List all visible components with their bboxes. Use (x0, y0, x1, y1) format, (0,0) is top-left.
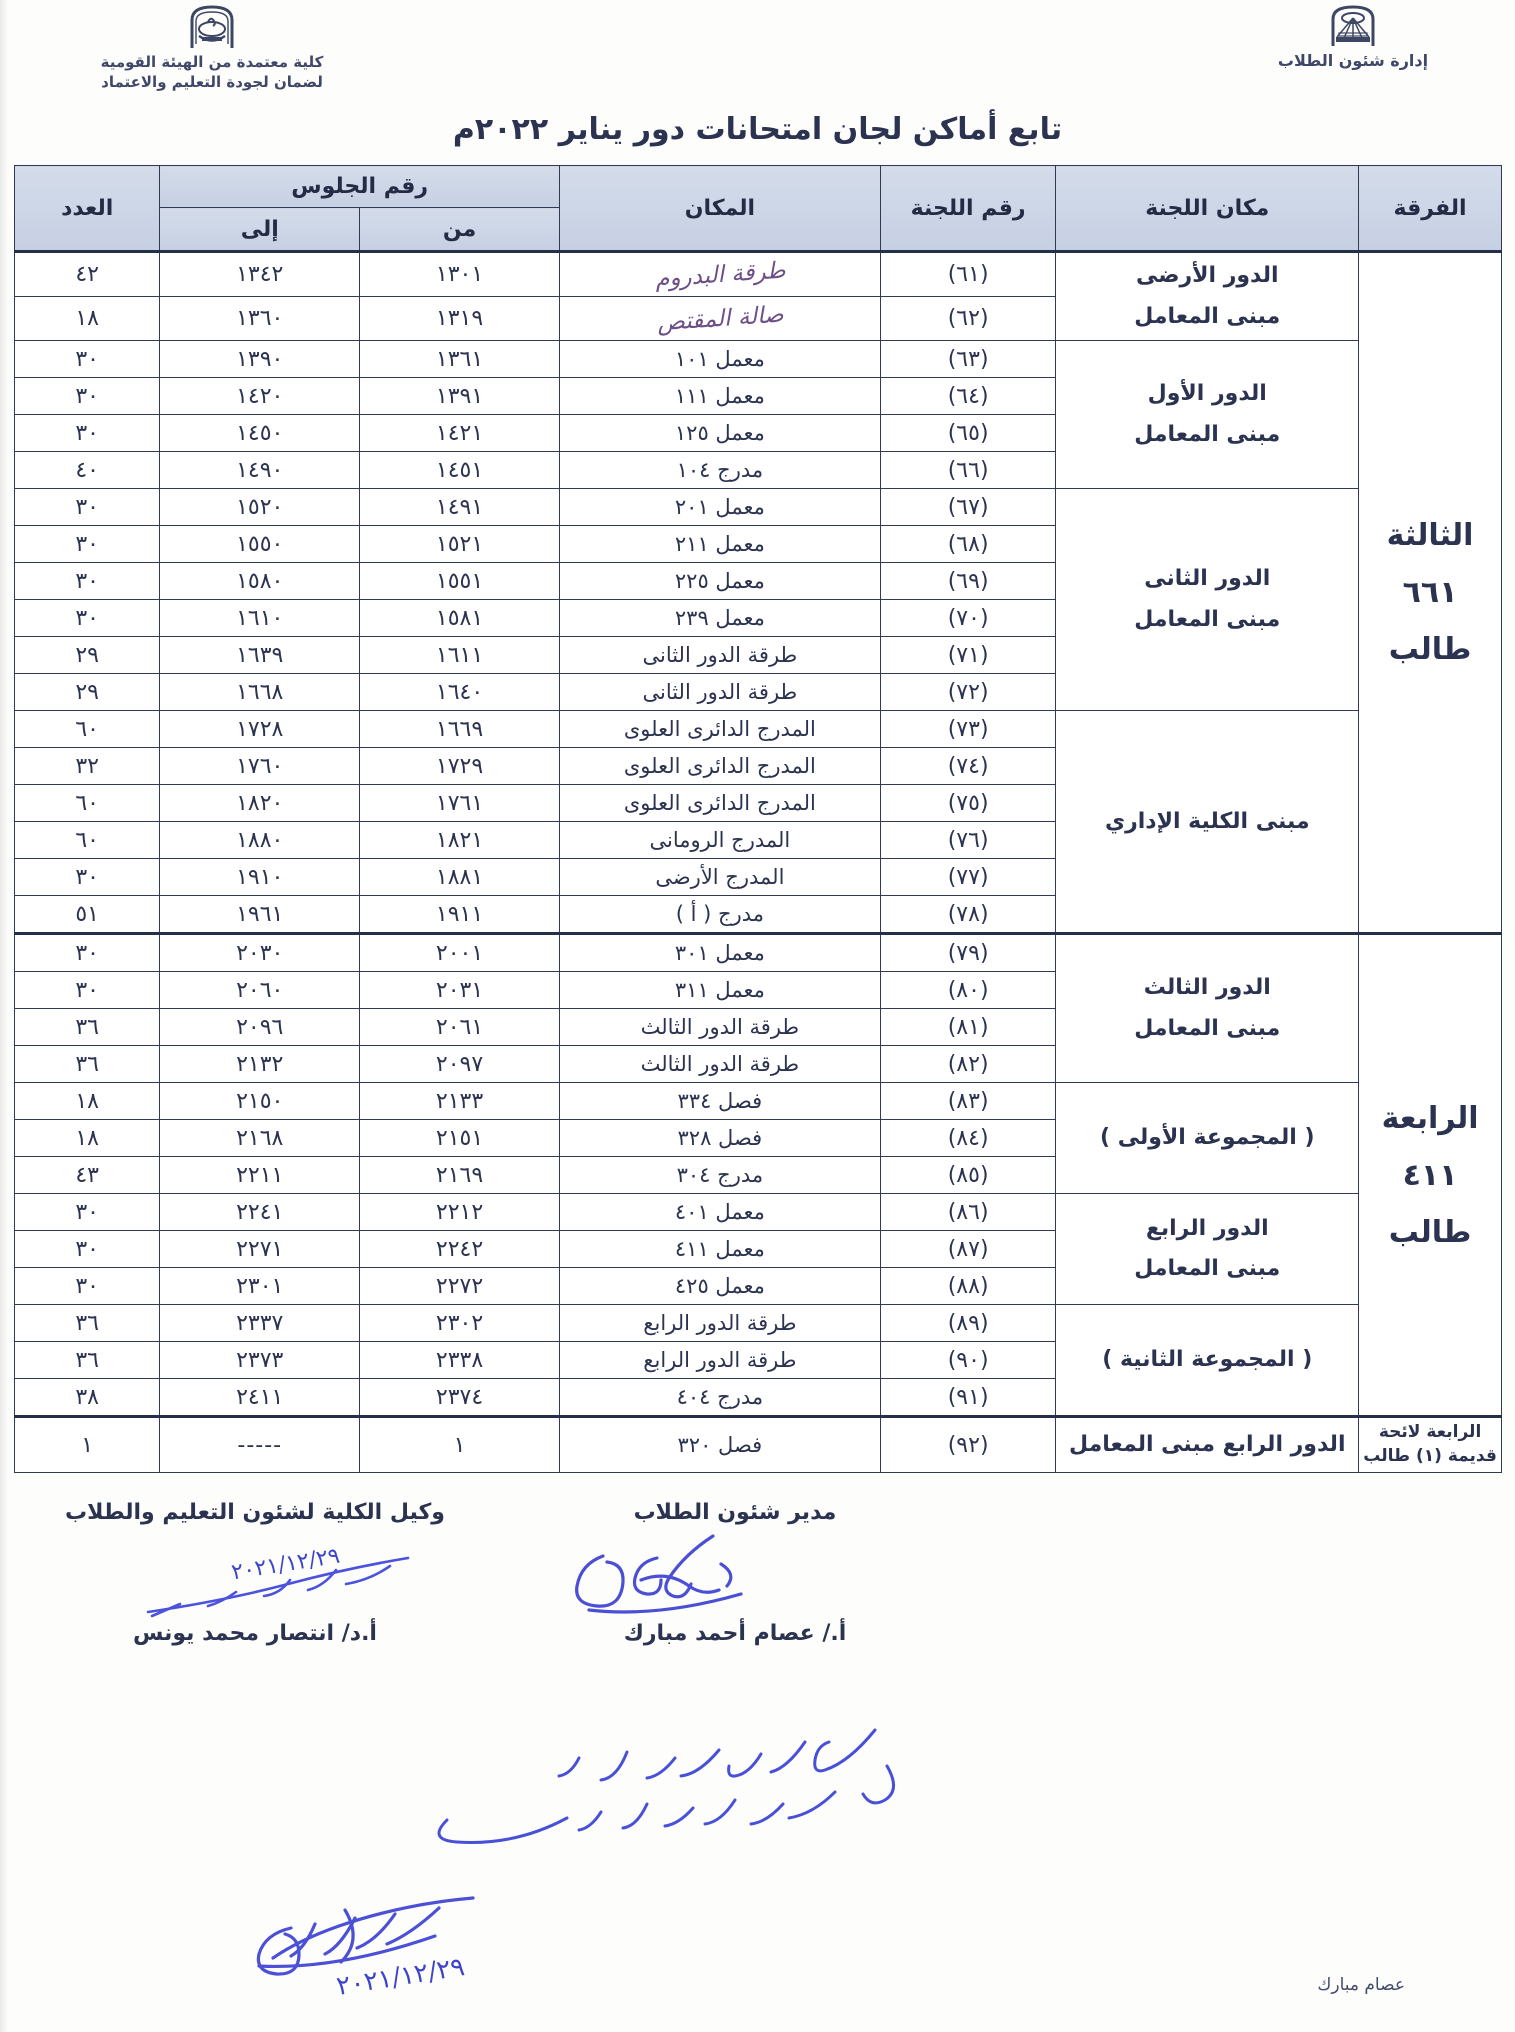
seat-to-cell: ٢٠٦٠ (160, 972, 360, 1009)
count-cell: ٣٦ (15, 1046, 160, 1083)
place-cell: المدرج الأرضى (559, 859, 880, 896)
hall-place-cell (1056, 489, 1359, 711)
count-cell: ٦٠ (15, 785, 160, 822)
seat-to-cell: ١٥٢٠ (160, 489, 360, 526)
place-cell: مدرج ١٠٤ (559, 452, 880, 489)
bottom-note-text: عصام مبارك (1317, 1975, 1405, 1995)
committee-number-cell: (٧٦) (880, 822, 1056, 859)
group-label-cell (1359, 252, 1502, 934)
col-header-committee-no: رقم اللجنة (880, 166, 1056, 252)
place-cell: معمل ١٢٥ (559, 415, 880, 452)
committee-number-cell: (٧٤) (880, 748, 1056, 785)
seat-from-cell: ١٧٢٩ (360, 748, 560, 785)
exam-committees-table-wrap (14, 165, 1502, 1473)
seat-from-cell: ١٧٦١ (360, 785, 560, 822)
committee-number-cell: (٧٠) (880, 600, 1056, 637)
seat-from-cell: ١٥٢١ (360, 526, 560, 563)
place-cell: معمل ٤٠١ (559, 1194, 880, 1231)
seat-from-cell: ٢٠٩٧ (360, 1046, 560, 1083)
place-cell: المدرج الدائرى العلوى (559, 748, 880, 785)
accreditation-logo-line2: لضمان لجودة التعليم والاعتماد (101, 73, 323, 92)
seat-to-cell: ١٦٦٨ (160, 674, 360, 711)
hall-place-line: مبنى المعامل (1134, 1015, 1281, 1041)
seat-to-cell: ٢٠٩٦ (160, 1009, 360, 1046)
table-row (15, 934, 1502, 972)
signature-name-vice-dean: أ.د/ انتصار محمد يونس (133, 1621, 377, 1646)
seat-to-cell: ١٤٢٠ (160, 378, 360, 415)
place-cell: فصل ٣٢٨ (559, 1120, 880, 1157)
hall-place-line: الدور الرابع مبنى المعامل (1069, 1431, 1346, 1457)
hall-place-line: الدور الرابع (1145, 1215, 1269, 1241)
committee-number-cell: (٨٩) (880, 1305, 1056, 1342)
table-row (15, 711, 1502, 748)
count-cell: ٣٦ (15, 1305, 160, 1342)
hall-place-cell (1056, 252, 1359, 341)
seat-from-cell: ١٥٨١ (360, 600, 560, 637)
count-cell: ٣٠ (15, 341, 160, 378)
place-cell: المدرج الرومانى (559, 822, 880, 859)
seat-to-cell: ٢١٥٠ (160, 1083, 360, 1120)
count-cell: ٣٠ (15, 526, 160, 563)
group-label-cell (1359, 934, 1502, 1417)
seat-to-cell: ٢٠٣٠ (160, 934, 360, 972)
seat-to-cell: ٢٣٠١ (160, 1268, 360, 1305)
seat-to-cell: ٢٢١١ (160, 1157, 360, 1194)
committee-number-cell: (٨٥) (880, 1157, 1056, 1194)
seat-from-cell: ٢٠٠١ (360, 934, 560, 972)
hall-place-line: الدور الثالث (1143, 975, 1271, 1001)
group-label-line1: الرابعة لائحة قديمة (١) طالب (1363, 1422, 1497, 1467)
seat-from-cell: ١٦٤٠ (360, 674, 560, 711)
committee-number-cell: (٩٠) (880, 1342, 1056, 1379)
seat-to-cell: ١٩٦١ (160, 896, 360, 934)
place-cell: مدرج ٤٠٤ (559, 1379, 880, 1417)
count-cell: ٣٦ (15, 1342, 160, 1379)
committee-number-cell: (٧٣) (880, 711, 1056, 748)
seat-to-cell: ١٧٦٠ (160, 748, 360, 785)
count-cell: ٣٠ (15, 1268, 160, 1305)
table-row (15, 489, 1502, 526)
table-body (15, 252, 1502, 1473)
committee-number-cell: (٧٥) (880, 785, 1056, 822)
seat-from-cell: ٢١٦٩ (360, 1157, 560, 1194)
seat-from-cell: ١٥٥١ (360, 563, 560, 600)
place-cell: مدرج ٣٠٤ (559, 1157, 880, 1194)
committee-number-cell: (٦١) (880, 252, 1056, 297)
table-row (15, 341, 1502, 378)
place-cell: معمل ٤١١ (559, 1231, 880, 1268)
count-cell: ٣٠ (15, 934, 160, 972)
col-header-seat-to: إلى (160, 208, 360, 252)
count-cell: ٣٨ (15, 1379, 160, 1417)
seat-to-cell: ١٨٢٠ (160, 785, 360, 822)
committee-number-cell: (٨٠) (880, 972, 1056, 1009)
committee-number-cell: (٦٨) (880, 526, 1056, 563)
seat-from-cell: ١ (360, 1417, 560, 1473)
committee-number-cell: (٨١) (880, 1009, 1056, 1046)
count-cell: ١٨ (15, 1120, 160, 1157)
place-cell: طرقة الدور الثالث (559, 1009, 880, 1046)
committee-number-cell: (٨٦) (880, 1194, 1056, 1231)
seat-from-cell: ٢٢٧٢ (360, 1268, 560, 1305)
hall-place-line: مبنى المعامل (1134, 303, 1281, 329)
hall-place-line: مبنى المعامل (1134, 1256, 1281, 1282)
seat-to-cell: ١٣٩٠ (160, 341, 360, 378)
place-cell: معمل ٢٠١ (559, 489, 880, 526)
university-crest-icon (1327, 4, 1379, 48)
handwritten-date-vice-dean: ٢٠٢١/١٢/٢٩ (229, 1543, 342, 1586)
table-header (15, 166, 1502, 252)
group-label-line2: ٤١١ طالب (1388, 1157, 1472, 1250)
seat-to-cell: ٢١٣٢ (160, 1046, 360, 1083)
group-label-line1: الرابعة (1381, 1100, 1479, 1136)
count-cell: ٣٠ (15, 600, 160, 637)
exam-committees-table (14, 165, 1502, 1473)
place-cell: معمل ٣٠١ (559, 934, 880, 972)
seat-from-cell: ١٤٩١ (360, 489, 560, 526)
committee-number-cell: (٨٨) (880, 1268, 1056, 1305)
seat-to-cell: ٢٣٧٣ (160, 1342, 360, 1379)
table-row (15, 1194, 1502, 1231)
accreditation-logo (92, 4, 332, 93)
count-cell: ٣٠ (15, 972, 160, 1009)
seat-from-cell: ١٦٦٩ (360, 711, 560, 748)
committee-number-cell: (٦٦) (880, 452, 1056, 489)
count-cell: ٣٠ (15, 378, 160, 415)
col-header-group: الفرقة (1359, 166, 1502, 252)
place-cell: طرقة الدور الثانى (559, 637, 880, 674)
seat-to-cell: ----- (160, 1417, 360, 1473)
seat-to-cell: ٢٢٧١ (160, 1231, 360, 1268)
page-title: تابع أماكن لجان امتحانات دور يناير ٢٠٢٢م (452, 112, 1063, 147)
committee-number-cell: (٨٧) (880, 1231, 1056, 1268)
place-cell (559, 297, 880, 341)
seat-to-cell: ٢٤١١ (160, 1379, 360, 1417)
committee-number-cell: (٩٢) (880, 1417, 1056, 1473)
table-row (15, 1417, 1502, 1473)
hall-place-cell (1056, 1417, 1359, 1473)
seat-from-cell: ٢٣٣٨ (360, 1342, 560, 1379)
hall-place-cell (1056, 1305, 1359, 1417)
place-cell: معمل ١٠١ (559, 341, 880, 378)
committee-number-cell: (٦٤) (880, 378, 1056, 415)
committee-number-cell: (٦٢) (880, 297, 1056, 341)
count-cell: ٤٢ (15, 252, 160, 297)
col-header-seat-from: من (360, 208, 560, 252)
accreditation-crest-icon (184, 4, 240, 50)
place-cell: معمل ١١١ (559, 378, 880, 415)
committee-number-cell: (٨٢) (880, 1046, 1056, 1083)
count-cell: ٢٩ (15, 637, 160, 674)
table-row (15, 1305, 1502, 1342)
committee-number-cell: (٦٣) (880, 341, 1056, 378)
place-cell: طرقة الدور الرابع (559, 1342, 880, 1379)
hall-place-line: الدور الثانى (1144, 566, 1271, 592)
seat-to-cell: ١٦٣٩ (160, 637, 360, 674)
place-cell: المدرج الدائرى العلوى (559, 711, 880, 748)
seat-from-cell: ١٤٢١ (360, 415, 560, 452)
seat-from-cell: ١٣٦١ (360, 341, 560, 378)
place-cell: معمل ٢١١ (559, 526, 880, 563)
count-cell: ٢٩ (15, 674, 160, 711)
seat-from-cell: ٢٣٧٤ (360, 1379, 560, 1417)
signature-name-student-affairs: أ./ عصام أحمد مبارك (623, 1621, 847, 1646)
seat-from-cell: ١٦١١ (360, 637, 560, 674)
seat-to-cell: ١٧٢٨ (160, 711, 360, 748)
signature-title-student-affairs: مدير شئون الطلاب (633, 1500, 837, 1525)
count-cell: ٣٠ (15, 415, 160, 452)
hall-place-line: مبنى الكلية الإداري (1104, 808, 1310, 834)
place-cell (559, 252, 880, 297)
hall-place-cell (1056, 1083, 1359, 1194)
hall-place-cell (1056, 1194, 1359, 1305)
seat-to-cell: ١٩١٠ (160, 859, 360, 896)
seat-from-cell: ٢١٣٣ (360, 1083, 560, 1120)
committee-number-cell: (٨٤) (880, 1120, 1056, 1157)
seat-from-cell: ٢٢٤٢ (360, 1231, 560, 1268)
signature-title-vice-dean: وكيل الكلية لشئون التعليم والطلاب (65, 1500, 445, 1525)
count-cell: ١ (15, 1417, 160, 1473)
col-header-seat-no: رقم الجلوس (160, 166, 560, 208)
place-cell: معمل ٢٢٥ (559, 563, 880, 600)
committee-number-cell: (٦٥) (880, 415, 1056, 452)
seat-from-cell: ١٣٩١ (360, 378, 560, 415)
seat-from-cell: ١٣٠١ (360, 252, 560, 297)
seat-from-cell: ١٣١٩ (360, 297, 560, 341)
hall-place-line: الدور الأرضى (1135, 263, 1279, 288)
count-cell: ٣٠ (15, 1194, 160, 1231)
group-label-cell (1359, 1417, 1502, 1473)
student-affairs-logo-line1: إدارة شئون الطلاب (1277, 51, 1429, 70)
committee-number-cell: (٧٩) (880, 934, 1056, 972)
committee-number-cell: (٧٧) (880, 859, 1056, 896)
accreditation-logo-line1: كلية معتمدة من الهيئة القومية (100, 53, 324, 71)
page-edge-shadow (0, 0, 8, 2032)
table-row (15, 1083, 1502, 1120)
hall-place-line: الدور الأول (1147, 381, 1267, 407)
group-label-line2: ٦٦١ طالب (1388, 575, 1472, 668)
handwritten-approval-date: ٢٠٢١/١٢/٢٩ (334, 1952, 467, 2002)
seat-to-cell: ٢٢٤١ (160, 1194, 360, 1231)
hall-place-line: ( المجموعة الثانية ) (1102, 1347, 1313, 1373)
place-cell: طرقة الدور الثانى (559, 674, 880, 711)
seat-to-cell: ١٥٨٠ (160, 563, 360, 600)
place-cell: معمل ٤٢٥ (559, 1268, 880, 1305)
hall-place-cell (1056, 341, 1359, 489)
seat-from-cell: ٢٣٠٢ (360, 1305, 560, 1342)
committee-number-cell: (٨٣) (880, 1083, 1056, 1120)
col-header-hall-place: مكان اللجنة (1056, 166, 1359, 252)
hall-place-line: مبنى المعامل (1134, 421, 1281, 447)
student-affairs-logo (1248, 4, 1458, 72)
count-cell: ٥١ (15, 896, 160, 934)
seat-from-cell: ١٨٨١ (360, 859, 560, 896)
committee-number-cell: (٧٢) (880, 674, 1056, 711)
count-cell: ٣٠ (15, 859, 160, 896)
signature-student-affairs (545, 1500, 925, 1646)
count-cell: ٦٠ (15, 822, 160, 859)
seat-from-cell: ٢٠٣١ (360, 972, 560, 1009)
count-cell: ٣٦ (15, 1009, 160, 1046)
seat-to-cell: ١٣٦٠ (160, 297, 360, 341)
hall-place-line: مبنى المعامل (1134, 606, 1281, 632)
seat-to-cell: ٢١٦٨ (160, 1120, 360, 1157)
count-cell: ١٨ (15, 297, 160, 341)
seat-to-cell: ١٦١٠ (160, 600, 360, 637)
place-cell: مدرج ( أ ) (559, 896, 880, 934)
place-cell: معمل ٢٣٩ (559, 600, 880, 637)
handwritten-note-block (315, 1700, 935, 1890)
signature-row (0, 1500, 1515, 1680)
seat-from-cell: ٢٠٦١ (360, 1009, 560, 1046)
hall-place-cell (1056, 934, 1359, 1083)
place-cell: معمل ٣١١ (559, 972, 880, 1009)
seat-to-cell: ٢٣٣٧ (160, 1305, 360, 1342)
count-cell: ٣٢ (15, 748, 160, 785)
seat-from-cell: ١٤٥١ (360, 452, 560, 489)
hall-place-line: ( المجموعة الأولى ) (1100, 1125, 1315, 1151)
table-row (15, 252, 1502, 297)
handwritten-place-text: طرقة البدروم (653, 257, 786, 293)
count-cell: ٤٠ (15, 452, 160, 489)
place-cell: فصل ٣٣٤ (559, 1083, 880, 1120)
col-header-count: العدد (15, 166, 160, 252)
hall-place-cell (1056, 711, 1359, 934)
seat-from-cell: ١٨٢١ (360, 822, 560, 859)
document-header (0, 0, 1515, 147)
place-cell: طرقة الدور الثالث (559, 1046, 880, 1083)
committee-number-cell: (٧١) (880, 637, 1056, 674)
place-cell: طرقة الدور الرابع (559, 1305, 880, 1342)
count-cell: ٣٠ (15, 1231, 160, 1268)
place-cell: المدرج الدائرى العلوى (559, 785, 880, 822)
col-header-place: المكان (559, 166, 880, 252)
count-cell: ١٨ (15, 1083, 160, 1120)
seat-from-cell: ٢١٥١ (360, 1120, 560, 1157)
seat-to-cell: ١٨٨٠ (160, 822, 360, 859)
count-cell: ٣٠ (15, 563, 160, 600)
handwritten-place-text: صالة المقتص (655, 301, 784, 337)
committee-number-cell: (٦٩) (880, 563, 1056, 600)
count-cell: ٦٠ (15, 711, 160, 748)
seat-to-cell: ١٣٤٢ (160, 252, 360, 297)
seat-from-cell: ١٩١١ (360, 896, 560, 934)
count-cell: ٤٣ (15, 1157, 160, 1194)
seat-to-cell: ١٤٩٠ (160, 452, 360, 489)
committee-number-cell: (٩١) (880, 1379, 1056, 1417)
place-cell: فصل ٣٢٠ (559, 1417, 880, 1473)
committee-number-cell: (٧٨) (880, 896, 1056, 934)
committee-number-cell: (٦٧) (880, 489, 1056, 526)
count-cell: ٣٠ (15, 489, 160, 526)
seat-to-cell: ١٤٥٠ (160, 415, 360, 452)
group-label-line1: الثالثة (1386, 518, 1474, 554)
seat-from-cell: ٢٢١٢ (360, 1194, 560, 1231)
seat-to-cell: ١٥٥٠ (160, 526, 360, 563)
